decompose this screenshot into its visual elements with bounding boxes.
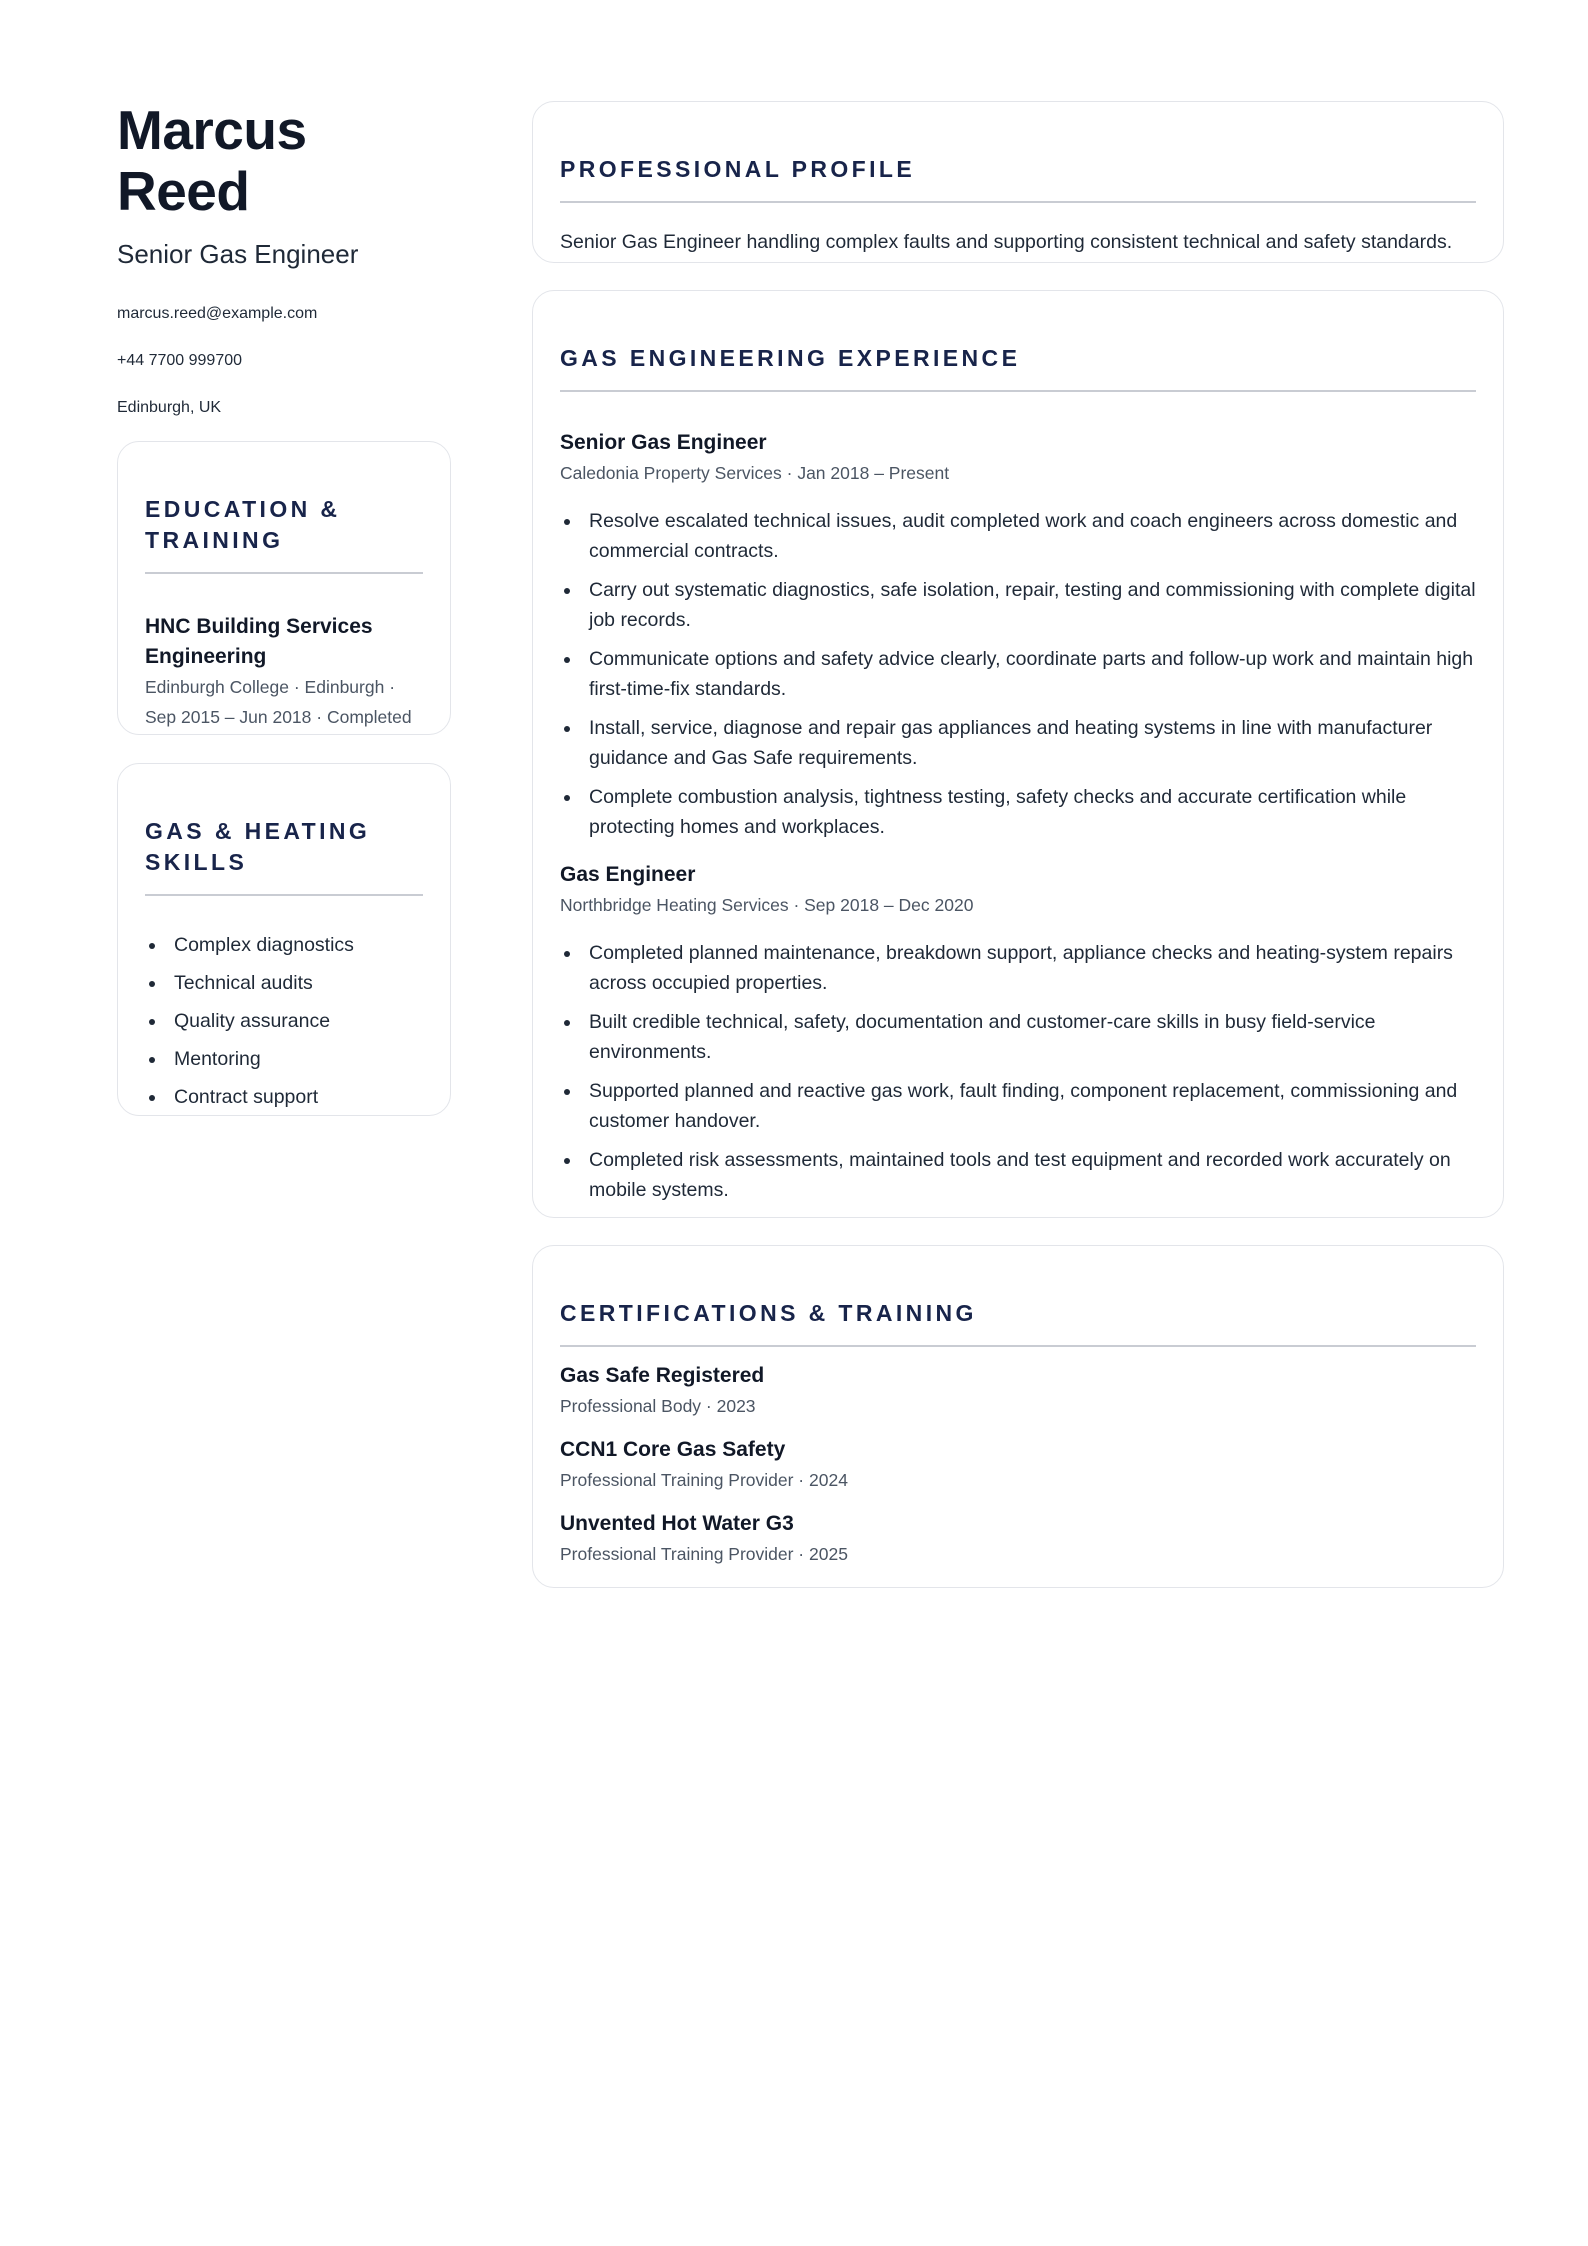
section-divider (560, 390, 1476, 392)
section-title-profile: PROFESSIONAL PROFILE (560, 156, 916, 182)
job-meta: Caledonia Property Services · Jan 2018 – Present (560, 462, 950, 483)
list-item: Contract support (174, 1082, 423, 1112)
section-divider (560, 1345, 1476, 1347)
cert-meta: Professional Body · 2023 (560, 1395, 756, 1416)
job-bullets (560, 506, 1476, 842)
list-item: Completed planned maintenance, breakdown support, appliance checks and heating-system repairs across occupied properties. (589, 938, 1476, 998)
education-entry (145, 612, 423, 732)
profile-text: Senior Gas Engineer handling complex faults and supporting consistent technical and safety standards. (560, 230, 1453, 253)
skills-list (145, 930, 423, 1112)
job-entry (560, 860, 1476, 1205)
contact-details (117, 290, 451, 431)
list-item: Complete combustion analysis, tightness testing, safety checks and accurate certification while protecting homes and workplaces. (589, 782, 1476, 842)
education-card (117, 441, 451, 735)
certifications-card (532, 1245, 1504, 1588)
job-title: Senior Gas Engineer (560, 430, 767, 454)
list-item: Quality assurance (174, 1006, 423, 1036)
section-divider (560, 201, 1476, 203)
profile-card (532, 101, 1504, 263)
candidate-title: Senior Gas Engineer (117, 239, 359, 269)
list-item: Communicate options and safety advice clearly, coordinate parts and follow-up work and maintain high first-time-fix standards. (589, 644, 1476, 704)
cert-title: Gas Safe Registered (560, 1363, 765, 1387)
cert-entry (560, 1361, 1476, 1421)
list-item: Complex diagnostics (174, 930, 423, 960)
cert-meta: Professional Training Provider · 2024 (560, 1469, 848, 1490)
section-title-experience: GAS ENGINEERING EXPERIENCE (560, 345, 1021, 371)
section-divider (145, 894, 423, 896)
skills-card (117, 763, 451, 1116)
job-title: Gas Engineer (560, 862, 696, 886)
contact-location: Edinburgh, UK (117, 399, 222, 416)
section-divider (145, 572, 423, 574)
section-title-skills: GAS & HEATING SKILLS (145, 818, 371, 875)
list-item: Install, service, diagnose and repair gas appliances and heating systems in line with manufacturer guidance and Gas Safe requirements. (589, 713, 1476, 773)
list-item: Resolve escalated technical issues, audit completed work and coach engineers across domestic and commercial contracts. (589, 506, 1476, 566)
section-title-certifications: CERTIFICATIONS & TRAINING (560, 1300, 977, 1326)
list-item: Carry out systematic diagnostics, safe isolation, repair, testing and commissioning with complete digital job records. (589, 575, 1476, 635)
list-item: Mentoring (174, 1044, 423, 1074)
education-entry-title: HNC Building Services Engineering (145, 614, 373, 668)
candidate-name: Marcus Reed (117, 99, 307, 222)
list-item: Supported planned and reactive gas work, fault finding, component replacement, commissioning and customer handover. (589, 1076, 1476, 1136)
education-entry-meta: Edinburgh College · Edinburgh · Sep 2015 – Jun 2018 · Completed (145, 676, 412, 727)
job-meta: Northbridge Heating Services · Sep 2018 – Dec 2020 (560, 894, 974, 915)
cert-entry (560, 1435, 1476, 1495)
cert-entry (560, 1509, 1476, 1569)
contact-phone: +44 7700 999700 (117, 352, 243, 369)
list-item: Completed risk assessments, maintained tools and test equipment and recorded work accurately on mobile systems. (589, 1145, 1476, 1205)
experience-card (532, 290, 1504, 1218)
list-item: Built credible technical, safety, documentation and customer-care skills in busy field-service environments. (589, 1007, 1476, 1067)
section-title-education: EDUCATION & TRAINING (145, 496, 341, 553)
cert-title: Unvented Hot Water G3 (560, 1511, 794, 1535)
cert-meta: Professional Training Provider · 2025 (560, 1543, 848, 1564)
job-bullets (560, 938, 1476, 1205)
sidebar-header (117, 100, 451, 431)
contact-email: marcus.reed@example.com (117, 305, 318, 322)
job-entry (560, 428, 1476, 842)
list-item: Technical audits (174, 968, 423, 998)
cert-title: CCN1 Core Gas Safety (560, 1437, 786, 1461)
